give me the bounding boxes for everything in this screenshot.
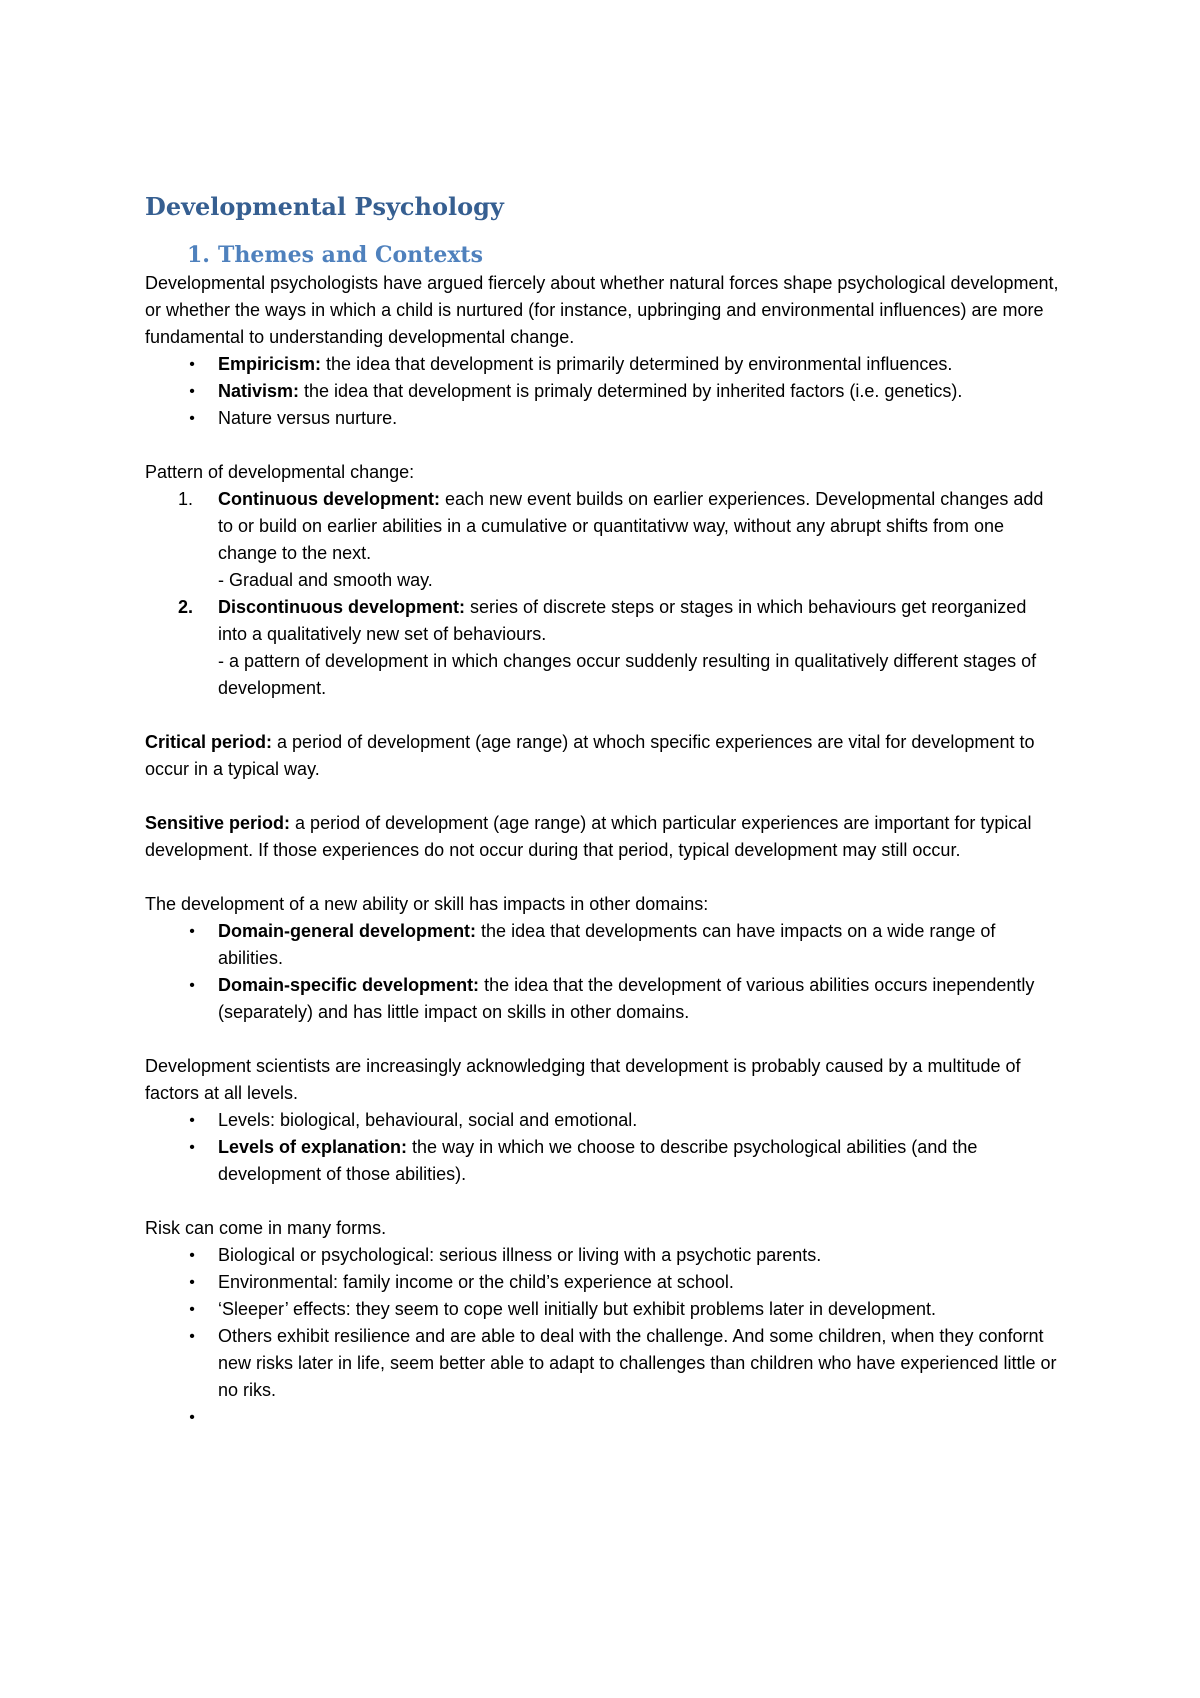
pattern-list: [145, 486, 1060, 702]
list-item: [145, 1107, 1060, 1134]
domain-intro: The development of a new ability or skill has impacts in other domains:: [145, 894, 709, 914]
definition: series of discrete steps or stages in which behaviours get reorganized into a qualitatively new set of behaviours.: [218, 597, 1027, 644]
domain-list: [145, 918, 1060, 1026]
document-title: Developmental Psychology: [145, 192, 504, 221]
list-item: [145, 1134, 1060, 1188]
term: Nativism:: [218, 381, 300, 401]
term: Critical period:: [145, 732, 273, 752]
bullet-icon: •: [189, 1301, 195, 1318]
bullet-icon: •: [189, 923, 195, 940]
list-item: [145, 1296, 1060, 1323]
term: Continuous development:: [218, 489, 440, 509]
definition: Levels: biological, behavioural, social and emotional.: [218, 1110, 638, 1130]
list-item: [145, 1242, 1060, 1269]
definition: the idea that development is primaly determined by inherited factors (i.e. genetics).: [299, 381, 963, 401]
definition: the idea that developments can have impacts on a wide range of abilities.: [218, 921, 996, 968]
bullet-icon: •: [189, 356, 195, 373]
intro-paragraph: Developmental psychologists have argued fiercely about whether natural forces shape psychological development, or whether the ways in which a child is nurtured (for instance, upbringing and environmental influences) are more fundamental to understanding developmental change.: [145, 273, 1059, 347]
term: Empiricism:: [218, 354, 322, 374]
term: Domain-specific development:: [218, 975, 480, 995]
section-heading: [145, 240, 1060, 270]
definition: the way in which we choose to describe psychological abilities (and the development of those abilities).: [218, 1137, 978, 1184]
definition: ‘Sleeper’ effects: they seem to cope well initially but exhibit problems later in development.: [218, 1299, 937, 1319]
sensitive-period-paragraph: [145, 810, 1060, 864]
definition: Biological or psychological: serious illness or living with a psychotic parents.: [218, 1245, 822, 1265]
risk-intro: Risk can come in many forms.: [145, 1218, 387, 1238]
term: Levels of explanation:: [218, 1137, 408, 1157]
critical-period-paragraph: [145, 729, 1060, 783]
list-item: [145, 378, 1060, 405]
list-item: [145, 1404, 1060, 1431]
bullet-icon: •: [189, 410, 195, 427]
item-number: 1.: [178, 489, 194, 509]
definition: Nature versus nurture.: [218, 408, 398, 428]
list-item: [145, 486, 1060, 594]
term: Sensitive period:: [145, 813, 291, 833]
definition: Environmental: family income or the child’s experience at school.: [218, 1272, 734, 1292]
definition: a period of development (age range) at which particular experiences are important for typical development. If those experiences do not occur during that period, typical development may still occur.: [145, 813, 1032, 860]
list-item: [145, 918, 1060, 972]
term: Discontinuous development:: [218, 597, 466, 617]
definition: the idea that development is primarily determined by environmental influences.: [321, 354, 953, 374]
note: - Gradual and smooth way.: [218, 570, 433, 590]
list-item: [145, 972, 1060, 1026]
bullet-icon: •: [189, 1274, 195, 1291]
term: Domain-general development:: [218, 921, 477, 941]
section-number: 1.: [187, 242, 210, 268]
definition: a period of development (age range) at whoch specific experiences are vital for development to occur in a typical way.: [145, 732, 1035, 779]
bullet-icon: •: [189, 1409, 195, 1426]
definition: Others exhibit resilience and are able to deal with the challenge. And some children, when they confornt new risks later in life, seem better able to adapt to challenges than children who have experienced little or no riks.: [218, 1326, 1057, 1400]
factors-list: [145, 1107, 1060, 1188]
item-number: 2.: [178, 597, 194, 617]
bullet-icon: •: [189, 383, 195, 400]
list-item: [145, 1269, 1060, 1296]
list-item: [145, 405, 1060, 432]
list-item: [145, 351, 1060, 378]
document-body: [145, 190, 1060, 1431]
bullet-icon: •: [189, 1328, 195, 1345]
list-item: [145, 594, 1060, 702]
bullet-icon: •: [189, 1139, 195, 1156]
bullet-icon: •: [189, 1247, 195, 1264]
bullet-icon: •: [189, 1112, 195, 1129]
risk-list: [145, 1242, 1060, 1431]
pattern-intro: Pattern of developmental change:: [145, 462, 415, 482]
factors-intro: Development scientists are increasingly acknowledging that development is probably caused by a multitude of factors at all levels.: [145, 1056, 1021, 1103]
bullet-icon: •: [189, 977, 195, 994]
nature-nurture-list: [145, 351, 1060, 432]
definition: each new event builds on earlier experiences. Developmental changes add to or build on earlier abilities in a cumulative or quantitativw way, without any abrupt shifts from one change to the next.: [218, 489, 1044, 563]
section-heading-text: Themes and Contexts: [218, 242, 483, 268]
note: - a pattern of development in which changes occur suddenly resulting in qualitatively different stages of development.: [218, 651, 1037, 698]
list-item: [145, 1323, 1060, 1404]
definition: the idea that the development of various abilities occurs inependently (separately) and has little impact on skills in other domains.: [218, 975, 1035, 1022]
